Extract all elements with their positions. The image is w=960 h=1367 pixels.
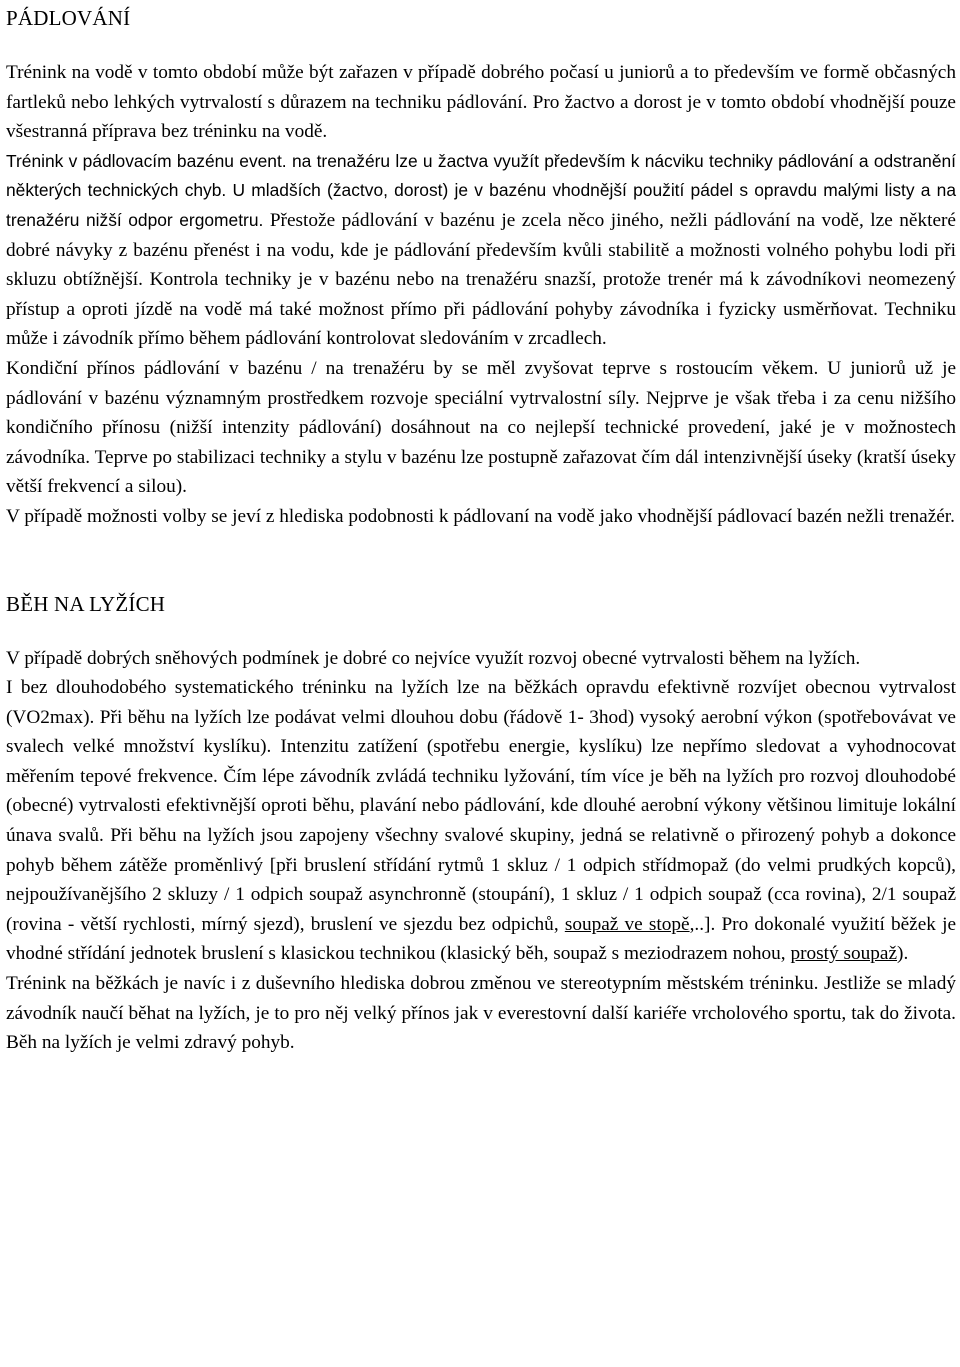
paragraph <box>6 673 956 969</box>
paragraph: Trénink na vodě v tomto období může být zařazen v případě dobrého počasí u juniorů a to především ve formě občasných fartleků nebo lehkých vytrvalostí s důrazem na techniku pádlování. Pro žactvo a dorost je v tomto období vhodnější pouze všestranná příprava bez tréninku na vodě. <box>6 62 956 143</box>
paragraph-text: I bez dlouhodobého systematického tréninku na lyžích lze na běžkách opravdu efektivně rozvíjet obecnou vytrvalost (VO2max). Při běhu na lyžích lze podávat velmi dlouhou dobu (řádově 1- 3hod) vysoký aerobní výkon (spotřebovávat ve svalech velké množství kyslíku). Intenzitu zatížení (spotřebu energie, kyslíku) lze nepřímo sledovat a vyhodnocovat měřením tepové frekvence. Čím lépe závodník zvládá techniku lyžování, tím více je běh na lyžích pro rozvoj dlouhodobé (obecné) vytrvalosti efektivnější oproti běhu, plavání nebo pádlování, kde dlouhé aerobní výkony většinou limituje lokální únava svalů. Při běhu na lyžích jsou zapojeny všechny svalové skupiny, jedná se relativně o přirozený pohyb a dokonce pohyb během zátěže proměnlivý [při bruslení střídání rytmů 1 skluz / 1 odpich střídmopaž (do velmi prudkých kopců), nejpoužívanějšího 2 skluzy / 1 odpich soupaž asynchronně (stoupání), 1 skluz / 1 odpich soupaž (cca rovina), 2/1 soupaž (rovina - větší rychlosti, mírný sjezd), bruslení ve sjezdu bez odpichů, <box>6 677 956 935</box>
paragraph <box>6 147 956 354</box>
underlined-term: prostý soupaž <box>790 943 898 965</box>
paragraph-text: Přestože pádlování v bazénu je zcela něco jiného, nežli pádlování na vodě, lze některé dobré návyky z bazénu přenést i na vodu, kde je pádlování především kvůli stabilitě a možnosti volného pohybu lodi při skluzu obtížnější. Kontrola techniky je v bazénu nebo na trenažéru snazší, protože trenér má k závodníkovi neomezený přístup a oproti jízdě na vodě má také možnost přímo při pádlování pohyby závodníka i fyzicky usměrňovat. Techniku může i závodník přímo během pádlování kontrolovat sledováním v zrcadlech. <box>6 209 956 350</box>
paragraph-text: ,..]. Pro dokonalé využití běžek je vhodné střídání jednotek bruslení s klasickou technikou (klasický běh, soupaž s meziodrazem nohou, <box>6 913 956 965</box>
underlined-term: soupaž ve stopě <box>564 913 690 935</box>
section-title-padlovani: PÁDLOVÁNÍ <box>6 6 131 30</box>
paragraph: V případě dobrých sněhových podmínek je dobré co nejvíce využít rozvoj obecné vytrvalosti během na lyžích. <box>6 647 861 669</box>
paragraph: V případě možnosti volby se jeví z hlediska podobnosti k pádlovaní na vodě jako vhodnější pádlovací bazén nežli trenažér. <box>6 505 955 527</box>
paragraph: Trénink na běžkách je navíc i z duševního hlediska dobrou změnou ve stereotypním městském tréninku. Jestliže se mladý závodník naučí běhat na lyžích, je to pro něj velký přínos jak v everestovní další kariéře vrcholového sportu, tak do života. Běh na lyžích je velmi zdravý pohyb. <box>6 973 956 1054</box>
paragraph: Kondiční přínos pádlování v bazénu / na trenažéru by se měl zvyšovat teprve s rostoucím věkem. U juniorů už je pádlování v bazénu významným prostředkem rozvoje speciální vytrvalostní síly. Nejprve je však třeba i za cenu nižšího kondičního přínosu (nižší intenzity pádlování) dosáhnout na co nejlepší technické provedení, jaké je v možnostech závodníka. Teprve po stabilizaci techniky a stylu v bazénu lze postupně zařazovat čím dál intenzivnější úseky (kratší úseky větší frekvencí a silou). <box>6 357 956 498</box>
paragraph-sans-text: Trénink v pádlovacím bazénu event. na trenažéru lze u žactva využít především k nácviku techniky pádlování a odstranění některých technických chyb. U mladších (žactvo, dorost) je v bazénu vhodnější použití pádel s opravdu malými listy a na trenažéru nižší odpor ergometru. <box>6 150 956 230</box>
paragraph-text: ). <box>897 943 909 965</box>
document-page <box>6 0 956 1058</box>
section-title-beh-na-lyzich: BĚH NA LYŽÍCH <box>6 591 166 616</box>
